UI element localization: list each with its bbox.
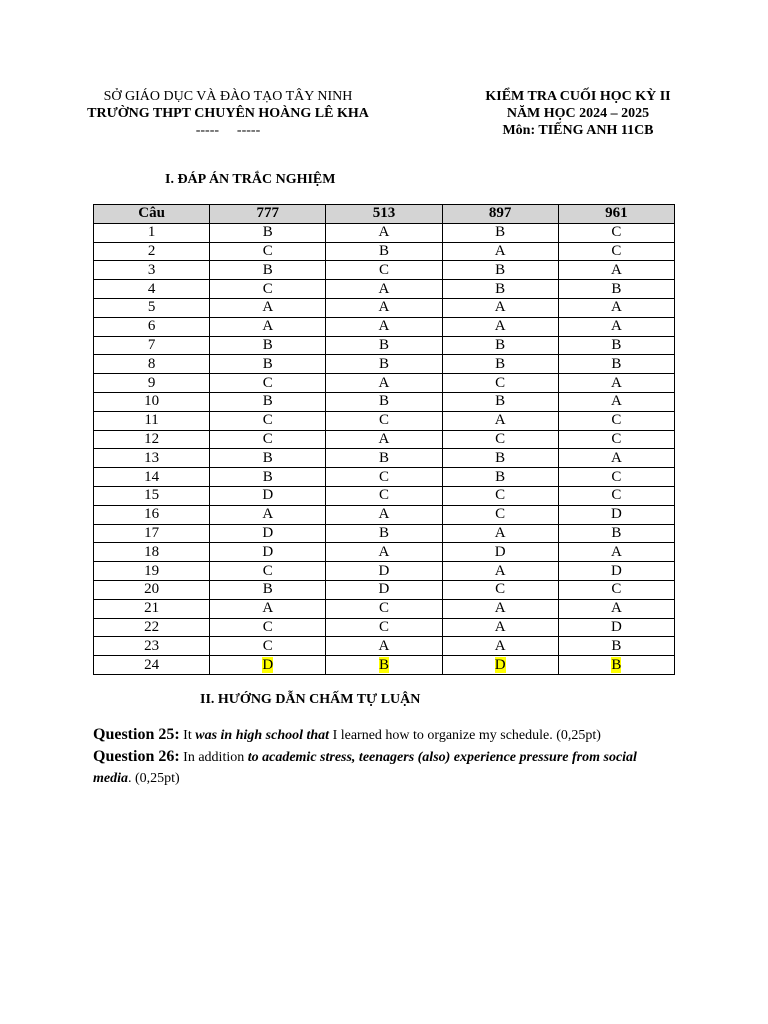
question-text: In addition (179, 750, 248, 765)
answer-cell: A (210, 298, 326, 317)
answer-cell: A (210, 317, 326, 336)
answer-cell: B (326, 242, 442, 261)
question-number-cell: 19 (94, 562, 210, 581)
table-row (94, 543, 675, 562)
table-row (94, 374, 675, 393)
answer-cell: B (558, 524, 674, 543)
question-number-cell: 17 (94, 524, 210, 543)
answer-cell: D (558, 618, 674, 637)
answer-cell: B (210, 261, 326, 280)
question-number-cell: 15 (94, 486, 210, 505)
answer-cell: B (558, 637, 674, 656)
answer-cell: C (558, 411, 674, 430)
answer-cell: B (210, 392, 326, 411)
answer-cell (326, 656, 442, 675)
question-number-cell: 23 (94, 637, 210, 656)
table-body (94, 223, 675, 674)
answer-cell: C (558, 580, 674, 599)
answer-cell: A (442, 637, 558, 656)
table-header-row (94, 205, 675, 224)
question-number-cell: 2 (94, 242, 210, 261)
answer-cell: D (558, 505, 674, 524)
answer-cell: B (326, 355, 442, 374)
answer-cell: A (442, 524, 558, 543)
answer-cell: A (442, 298, 558, 317)
answer-cell: C (442, 374, 558, 393)
section-1-title: I. ĐÁP ÁN TRẮC NGHIỆM (165, 172, 336, 187)
answer-cell: C (326, 486, 442, 505)
answer-cell: A (558, 317, 674, 336)
answer-cell: C (442, 430, 558, 449)
question-number-cell: 13 (94, 449, 210, 468)
answer-cell: C (442, 580, 558, 599)
answer-cell (442, 656, 558, 675)
answer-cell: B (326, 524, 442, 543)
answer-cell: A (326, 543, 442, 562)
answer-cell: C (558, 486, 674, 505)
table-row (94, 486, 675, 505)
question-text: . (0,25pt) (128, 771, 180, 786)
table-row (94, 599, 675, 618)
question-number-cell: 11 (94, 411, 210, 430)
question-25 (93, 724, 673, 746)
header-cell: 961 (558, 205, 674, 224)
question-number-cell: 8 (94, 355, 210, 374)
subject: Môn: TIẾNG ANH 11CB (502, 123, 654, 138)
answer-cell: A (442, 618, 558, 637)
question-number-cell: 3 (94, 261, 210, 280)
answer-cell: A (326, 317, 442, 336)
answer-cell: D (326, 562, 442, 581)
question-number-cell: 16 (94, 505, 210, 524)
question-number-cell: 6 (94, 317, 210, 336)
table-row (94, 505, 675, 524)
table-row (94, 411, 675, 430)
answer-cell: C (210, 280, 326, 299)
answer-cell: C (210, 637, 326, 656)
question-label: Question 25: (93, 726, 180, 743)
table-row (94, 524, 675, 543)
answer-cell: A (442, 411, 558, 430)
table-row (94, 430, 675, 449)
answer-cell: A (210, 505, 326, 524)
header-cell: 897 (442, 205, 558, 224)
answer-cell: B (442, 223, 558, 242)
answer-cell: A (558, 449, 674, 468)
table-row (94, 336, 675, 355)
table-row (94, 280, 675, 299)
question-number-cell: 21 (94, 599, 210, 618)
question-number-cell: 7 (94, 336, 210, 355)
answer-key-table (93, 204, 675, 675)
highlighted-answer: B (611, 656, 622, 673)
answer-cell: A (442, 599, 558, 618)
school-header (58, 88, 398, 139)
answer-cell: C (558, 468, 674, 487)
question-label: Question 26: (93, 748, 180, 765)
highlighted-answer: D (494, 656, 506, 673)
question-number-cell: 4 (94, 280, 210, 299)
answer-cell: B (442, 280, 558, 299)
answer-cell: B (210, 336, 326, 355)
answer-cell: A (442, 562, 558, 581)
answer-cell: C (210, 411, 326, 430)
answer-cell: A (558, 298, 674, 317)
answer-cell: C (210, 374, 326, 393)
header-cell: 777 (210, 205, 326, 224)
table-row (94, 355, 675, 374)
answer-cell: B (210, 468, 326, 487)
answer-cell: B (326, 449, 442, 468)
table-row (94, 637, 675, 656)
table-row (94, 580, 675, 599)
answer-cell: B (210, 580, 326, 599)
answer-cell (558, 656, 674, 675)
answer-cell: A (558, 543, 674, 562)
answer-cell: C (442, 486, 558, 505)
question-number-cell: 14 (94, 468, 210, 487)
header-cell: 513 (326, 205, 442, 224)
answer-cell: C (326, 261, 442, 280)
answer-cell: A (326, 374, 442, 393)
table-row (94, 261, 675, 280)
answer-cell: C (558, 430, 674, 449)
answer-cell: C (210, 430, 326, 449)
essay-guide (93, 724, 673, 789)
answer-cell: D (442, 543, 558, 562)
question-number-cell: 5 (94, 298, 210, 317)
answer-cell: A (442, 242, 558, 261)
answer-cell: C (326, 599, 442, 618)
question-number-cell: 24 (94, 656, 210, 675)
answer-cell: C (558, 242, 674, 261)
question-number-cell: 9 (94, 374, 210, 393)
exam-title: KIỂM TRA CUỐI HỌC KỲ II (485, 89, 671, 104)
school-name: TRƯỜNG THPT CHUYÊN HOÀNG LÊ KHA (87, 106, 369, 121)
table-row (94, 618, 675, 637)
answer-cell: C (442, 505, 558, 524)
highlighted-answer: D (262, 656, 274, 673)
answer-cell: C (558, 223, 674, 242)
section-2-title: II. HƯỚNG DẪN CHẤM TỰ LUẬN (200, 692, 421, 707)
answer-cell: A (326, 430, 442, 449)
answer-cell: A (558, 261, 674, 280)
answer-cell: C (210, 618, 326, 637)
exam-header (448, 88, 708, 139)
answer-cell: B (558, 336, 674, 355)
header-cell: Câu (94, 205, 210, 224)
answer-cell: A (442, 317, 558, 336)
answer-cell: B (210, 449, 326, 468)
answer-cell: B (442, 336, 558, 355)
answer-cell: A (326, 298, 442, 317)
answer-cell: A (558, 392, 674, 411)
answer-cell: B (442, 261, 558, 280)
answer-emphasis: was in high school that (195, 728, 330, 743)
table-row (94, 298, 675, 317)
answer-emphasis: to academic stress, teenagers (also) experience pressure from social media (93, 750, 637, 786)
answer-cell: B (326, 336, 442, 355)
table-row (94, 468, 675, 487)
school-year: NĂM HỌC 2024 – 2025 (506, 106, 650, 121)
question-number-cell: 22 (94, 618, 210, 637)
table-row (94, 317, 675, 336)
answer-cell: C (326, 618, 442, 637)
answer-cell: B (442, 449, 558, 468)
question-text: I learned how to organize my schedule. (0,25pt) (329, 728, 601, 743)
question-number-cell: 10 (94, 392, 210, 411)
answer-cell: D (210, 543, 326, 562)
answer-cell: C (210, 562, 326, 581)
answer-cell: C (326, 468, 442, 487)
answer-cell: A (326, 223, 442, 242)
question-number-cell: 18 (94, 543, 210, 562)
table-row (94, 242, 675, 261)
answer-cell: B (210, 355, 326, 374)
answer-cell: A (558, 374, 674, 393)
answer-cell: A (326, 280, 442, 299)
table-row (94, 449, 675, 468)
answer-cell: B (326, 392, 442, 411)
question-26 (93, 746, 673, 789)
answer-cell: A (210, 599, 326, 618)
answer-cell: D (558, 562, 674, 581)
answer-cell: C (326, 411, 442, 430)
answer-cell: D (210, 524, 326, 543)
answer-cell: B (558, 355, 674, 374)
answer-cell: D (210, 486, 326, 505)
question-number-cell: 12 (94, 430, 210, 449)
table-row (94, 562, 675, 581)
answer-cell: A (326, 505, 442, 524)
answer-cell: B (442, 392, 558, 411)
answer-cell (210, 656, 326, 675)
department-name: SỞ GIÁO DỤC VÀ ĐÀO TẠO TÂY NINH (103, 89, 353, 104)
answer-cell: D (326, 580, 442, 599)
answer-cell: A (558, 599, 674, 618)
answer-cell: C (210, 242, 326, 261)
question-text: It (179, 728, 196, 743)
table-row (94, 656, 675, 675)
answer-cell: B (558, 280, 674, 299)
header-divider: ----- ----- (202, 123, 254, 138)
question-number-cell: 1 (94, 223, 210, 242)
answer-cell: B (210, 223, 326, 242)
answer-cell: B (442, 468, 558, 487)
question-number-cell: 20 (94, 580, 210, 599)
table-row (94, 223, 675, 242)
highlighted-answer: B (378, 656, 389, 673)
answer-cell: A (326, 637, 442, 656)
table-row (94, 392, 675, 411)
answer-cell: B (442, 355, 558, 374)
